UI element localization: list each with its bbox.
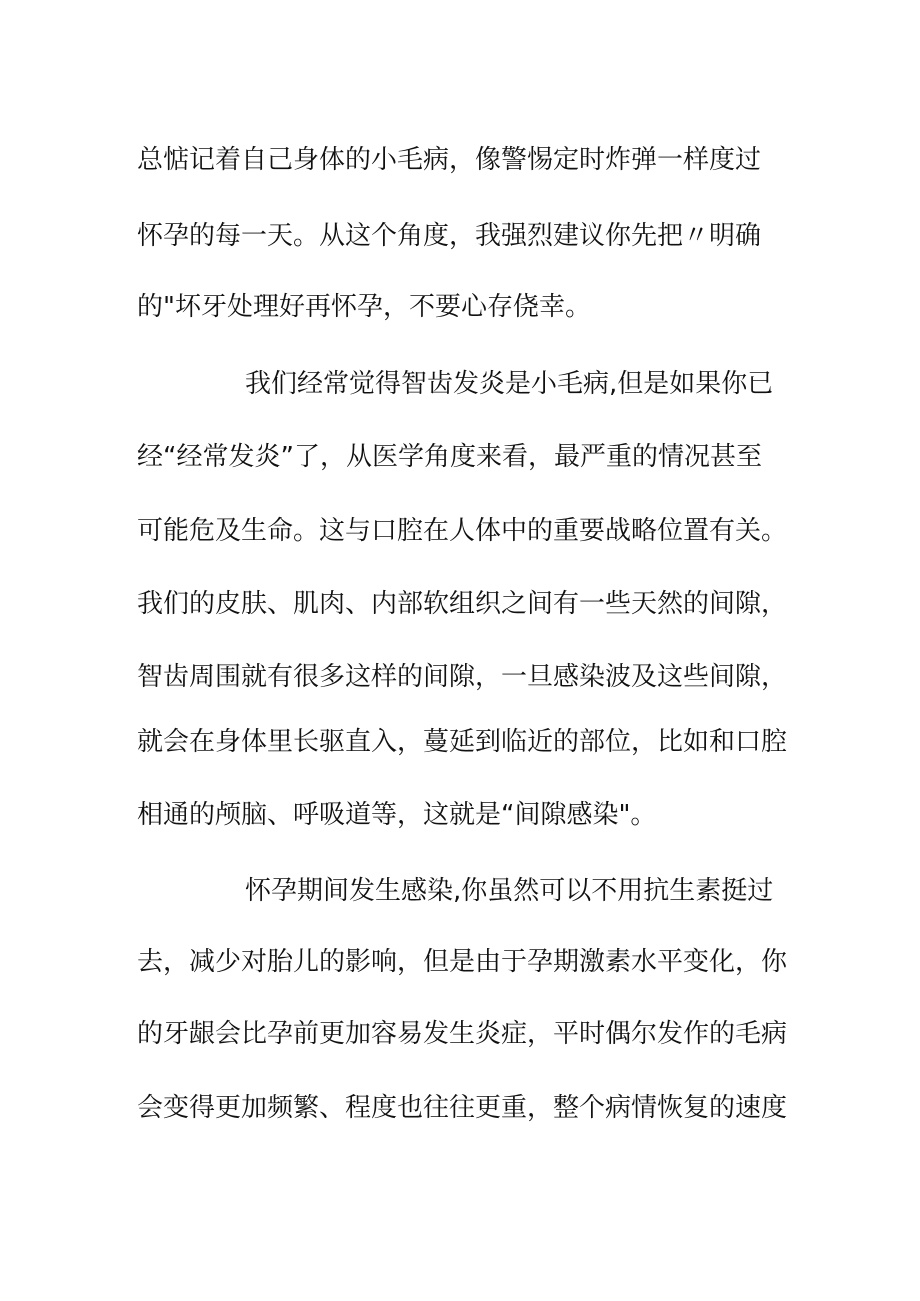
text-line: 就会在身体里长驱直入，蔓延到临近的部位，比如和口腔 [137, 727, 788, 757]
text-line: 会变得更加频繁、程度也往往更重，整个病情恢复的速度 [137, 1093, 788, 1123]
text-line: 可能危及生命。这与口腔在人体中的重要战略位置有关。 [137, 516, 788, 546]
text-line: 怀孕的每一天。从这个角度，我强烈建议你先把〃明确 [137, 221, 762, 251]
text-line: 经“经常发炎”了，从医学角度来看，最严重的情况甚至 [137, 442, 762, 472]
text-line: 智齿周围就有很多这样的间隙，一旦感染波及这些间隙， [137, 662, 788, 692]
text-line: 怀孕期间发生感染,你虽然可以不用抗生素挺过 [245, 876, 774, 906]
text-line: 总惦记着自己身体的小毛病，像警惕定时炸弹一样度过 [137, 145, 762, 175]
text-line: 去，减少对胎儿的影响，但是由于孕期激素水平变化，你 [137, 947, 788, 977]
text-line: 相通的颅脑、呼吸道等，这就是“间隙感染"。 [137, 800, 657, 830]
text-line: 我们的皮肤、肌肉、内部软组织之间有一些天然的间隙， [137, 589, 788, 619]
text-line: 的"坏牙处理好再怀孕，不要心存侥幸。 [137, 292, 591, 322]
text-line: 我们经常觉得智齿发炎是小毛病,但是如果你已 [245, 369, 774, 399]
text-line: 的牙龈会比孕前更加容易发生炎症，平时偶尔发作的毛病 [137, 1019, 788, 1049]
